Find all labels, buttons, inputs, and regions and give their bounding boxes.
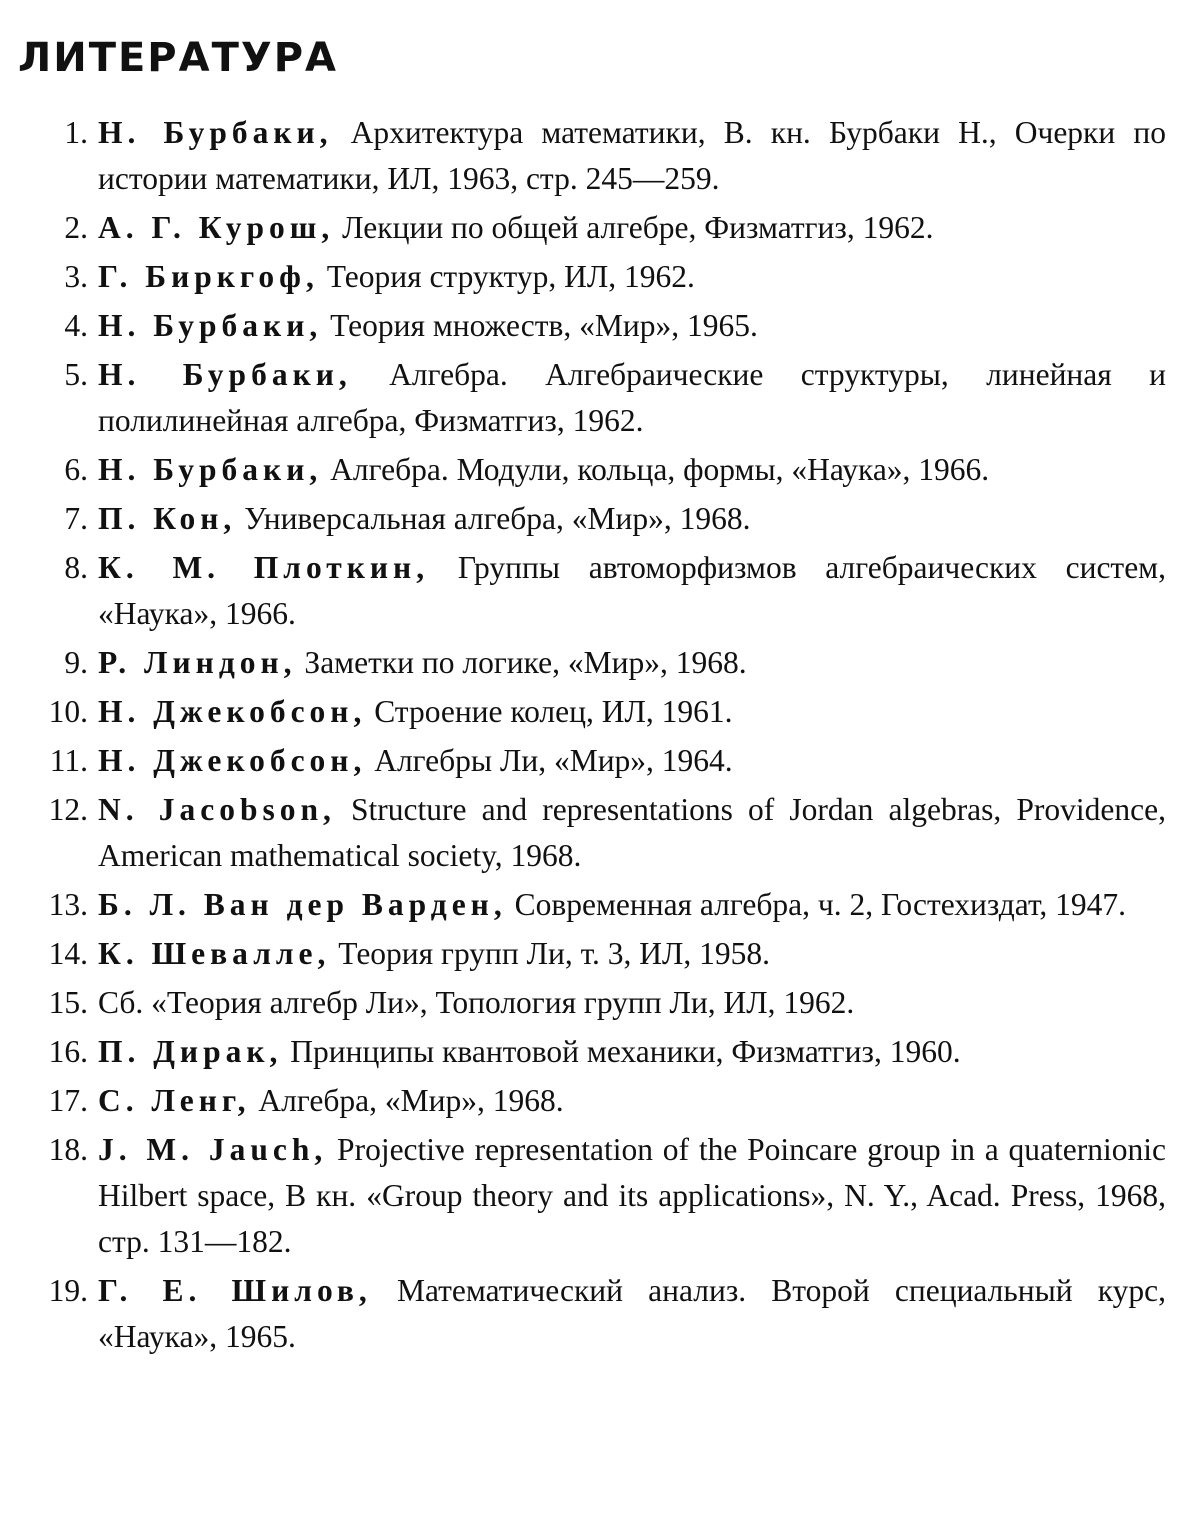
reference-text: Structure and representations of Jordan algebras, Providence, American mathematical society, 1968. <box>98 792 1166 873</box>
reference-item <box>18 496 1166 542</box>
reference-author: Н. Джекобсон, <box>98 694 367 729</box>
reference-item <box>18 352 1166 444</box>
reference-item <box>18 1078 1166 1124</box>
reference-number: 11. <box>49 743 88 778</box>
reference-number: 6. <box>64 452 88 487</box>
reference-author: J. M. Jauch, <box>98 1132 328 1167</box>
reference-number: 4. <box>64 308 88 343</box>
reference-number: 3. <box>64 259 88 294</box>
reference-item <box>18 882 1166 928</box>
reference-text: Алгебра. Модули, кольца, формы, «Наука», 1966. <box>322 452 990 487</box>
reference-author: Н. Джекобсон, <box>98 743 367 778</box>
reference-number: 13. <box>48 887 88 922</box>
reference-text: Projective representation of the Poincare group in a quaternionic Hilbert space, В кн. «Group theory and its applications», N. Y., Acad. Press, 1968, стр. 131—182. <box>98 1132 1166 1259</box>
reference-item <box>18 1127 1166 1265</box>
reference-author: Н. Бурбаки, <box>98 308 323 343</box>
reference-text: Принципы квантовой механики, Физматгиз, 1960. <box>282 1034 961 1069</box>
reference-item <box>18 1268 1166 1360</box>
reference-text: Теория групп Ли, т. 3, ИЛ, 1958. <box>330 936 770 971</box>
reference-list <box>18 110 1166 1360</box>
reference-item <box>18 303 1166 349</box>
reference-author: С. Ленг, <box>98 1083 251 1118</box>
reference-number: 10. <box>48 694 88 729</box>
reference-item <box>18 205 1166 251</box>
reference-number: 9. <box>64 645 88 680</box>
reference-author: А. Г. Курош, <box>98 210 335 245</box>
reference-item <box>18 738 1166 784</box>
reference-item <box>18 787 1166 879</box>
reference-author: Н. Бурбаки, <box>98 357 352 392</box>
reference-number: 5. <box>64 357 88 392</box>
reference-author: Б. Л. Ван дер Варден, <box>98 887 507 922</box>
reference-number: 2. <box>64 210 88 245</box>
reference-number: 1. <box>64 115 88 150</box>
reference-number: 18. <box>48 1132 88 1167</box>
reference-number: 17. <box>48 1083 88 1118</box>
reference-text: Теория множеств, «Мир», 1965. <box>322 308 758 343</box>
reference-item <box>18 110 1166 202</box>
reference-text: Современная алгебра, ч. 2, Гостехиздат, 1947. <box>506 887 1126 922</box>
reference-author: К. М. Плоткин, <box>98 550 430 585</box>
reference-number: 15. <box>48 985 88 1020</box>
reference-item <box>18 931 1166 977</box>
reference-number: 16. <box>48 1034 88 1069</box>
reference-text: Лекции по общей алгебре, Физматгиз, 1962. <box>334 210 934 245</box>
reference-number: 7. <box>64 501 88 536</box>
reference-number: 12. <box>48 792 88 827</box>
reference-item <box>18 1029 1166 1075</box>
reference-author: N. Jacobson, <box>98 792 336 827</box>
reference-author: Г. Е. Шилов, <box>98 1273 372 1308</box>
page-title: ЛИТЕРАТУРА <box>18 35 338 81</box>
reference-text: Алгебра. Алгебраические структуры, линейная и полилинейная алгебра, Физматгиз, 1962. <box>98 357 1166 438</box>
reference-text: Строение колец, ИЛ, 1961. <box>366 694 733 729</box>
reference-item <box>18 640 1166 686</box>
reference-text: Группы автоморфизмов алгебраических систем, «Наука», 1966. <box>98 550 1166 631</box>
reference-author: Р. Линдон, <box>98 645 297 680</box>
reference-text: Архитектура математики, В. кн. Бурбаки Н., Очерки по истории математики, ИЛ, 1963, стр. 245—259. <box>98 115 1166 196</box>
reference-number: 14. <box>48 936 88 971</box>
reference-text: Алгебры Ли, «Мир», 1964. <box>366 743 733 778</box>
reference-author: Н. Бурбаки, <box>98 115 333 150</box>
reference-text: Сб. «Теория алгебр Ли», Топология групп Ли, ИЛ, 1962. <box>98 985 855 1020</box>
reference-text: Заметки по логике, «Мир», 1968. <box>296 645 747 680</box>
reference-text: Алгебра, «Мир», 1968. <box>250 1083 564 1118</box>
reference-author: К. Шевалле, <box>98 936 331 971</box>
reference-text: Универсальная алгебра, «Мир», 1968. <box>236 501 751 536</box>
reference-text: Математический анализ. Второй специальный курс, «Наука», 1965. <box>98 1273 1167 1354</box>
reference-item <box>18 545 1166 637</box>
reference-item <box>18 254 1166 300</box>
reference-author: Н. Бурбаки, <box>98 452 323 487</box>
reference-item <box>18 689 1166 735</box>
reference-author: Г. Биркгоф, <box>98 259 319 294</box>
reference-author: П. Дирак, <box>98 1034 283 1069</box>
reference-number: 19. <box>48 1273 88 1308</box>
reference-item <box>18 447 1166 493</box>
reference-item <box>18 980 1166 1026</box>
reference-author: П. Кон, <box>98 501 237 536</box>
reference-text: Теория структур, ИЛ, 1962. <box>318 259 695 294</box>
reference-number: 8. <box>64 550 88 585</box>
